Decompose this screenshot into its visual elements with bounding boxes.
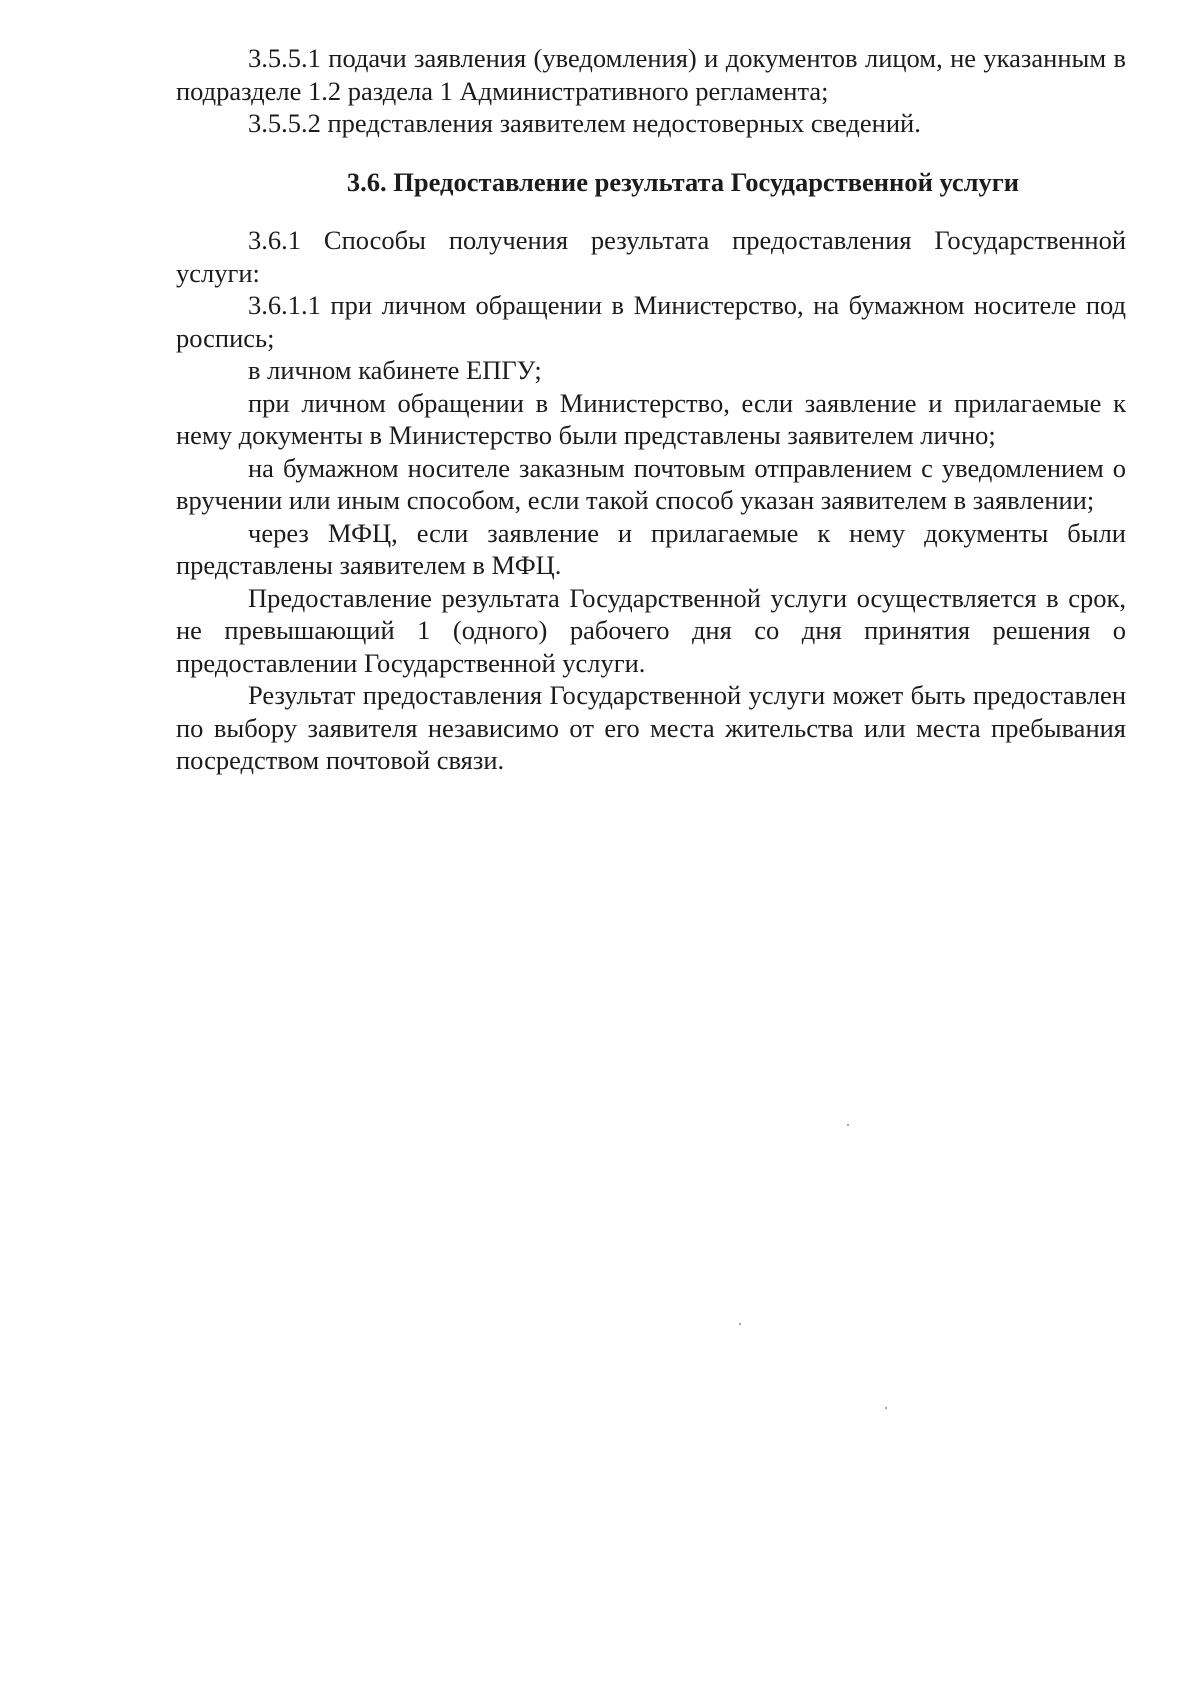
scan-speck (847, 1124, 849, 1126)
section-heading: 3.6. Предоставление результата Государственной услуги (346, 166, 1020, 197)
document-body (176, 42, 1126, 777)
scan-speck (739, 1323, 741, 1325)
paragraph-result-choice: Результат предоставления Государственной услуги может быть предоставлен по выбору заявителя независимо от его места жительства или места пребывания посредством почтовой связи. (176, 680, 1126, 775)
paragraph-deadline: Предоставление результата Государственной услуги осуществляется в срок, не превышающий 1 (одного) рабочего дня со дня принятия решения о предоставлении Государственной услуги. (176, 582, 1126, 678)
paragraph-3-5-5-1: 3.5.5.1 подачи заявления (уведомления) и документов лицом, не указанным в подразделе 1.2 раздела 1 Административного регламента; (176, 43, 1126, 106)
paragraph-mfc: через МФЦ, если заявление и прилагаемые к нему документы были представлены заявителем в МФЦ. (176, 517, 1126, 580)
paragraph-mail: на бумажном носителе заказным почтовым отправлением с уведомлением о вручении или иным способом, если такой способ указан заявителем в заявлении; (176, 452, 1126, 515)
paragraph-personal-visit: при личном обращении в Министерство, если заявление и прилагаемые к нему документы в Министерство были представлены заявителем лично; (176, 387, 1126, 450)
paragraph-3-6-1: 3.6.1 Способы получения результата предоставления Государственной услуги: (176, 225, 1126, 288)
paragraph-3-6-1-1: 3.6.1.1 при личном обращении в Министерство, на бумажном носителе под роспись; (176, 290, 1126, 353)
paragraph-epgu: в личном кабинете ЕПГУ; (248, 355, 542, 385)
paragraph-3-5-5-2: 3.5.5.2 представления заявителем недостоверных сведений. (248, 108, 921, 138)
scan-speck (885, 1407, 887, 1409)
